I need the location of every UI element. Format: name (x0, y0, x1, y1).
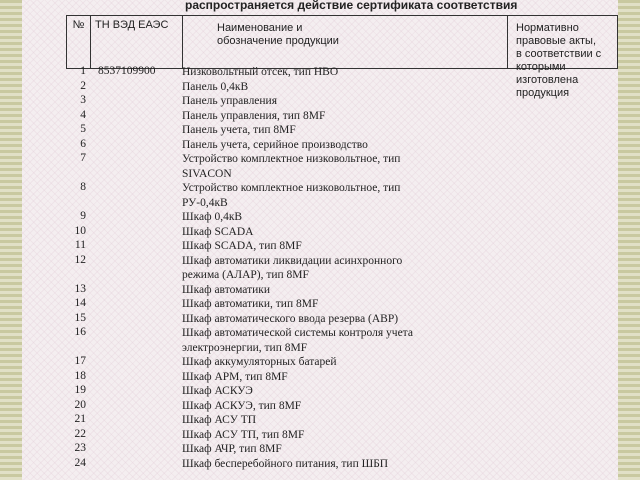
row-name: Шкаф автоматики, тип 8MF (182, 298, 319, 310)
row-number: 1 (80, 65, 86, 77)
row-number: 22 (74, 427, 86, 440)
row-name: Шкаф АСКУЭ, тип 8MF (182, 399, 302, 412)
row-number: 11 (74, 239, 86, 251)
row-number: 10 (74, 224, 86, 237)
row-name: Шкаф АСУ ТП, тип 8MF (182, 428, 305, 441)
row-number: 6 (80, 137, 86, 150)
row-name: Устройство комплектное низковольтное, тип SIVACON (182, 153, 401, 180)
row-number: 7 (80, 152, 86, 164)
row-name: Шкаф автоматики (182, 283, 271, 296)
row-number: 15 (74, 311, 86, 324)
row-number: 23 (74, 442, 86, 454)
header-name-line-2: обозначение продукции (217, 35, 339, 47)
row-number: 14 (74, 297, 86, 309)
row-number: 13 (74, 282, 86, 295)
row-number: 18 (74, 369, 86, 382)
row-name: Устройство комплектное низковольтное, тип РУ-0,4кВ (182, 182, 401, 209)
row-number: 16 (74, 326, 86, 338)
row-name: Шкаф бесперебойного питания, тип ШБП (182, 457, 389, 470)
row-name: Шкаф АСКУЭ (182, 385, 253, 397)
row-number: 17 (74, 355, 86, 367)
header-name (183, 16, 508, 68)
row-number: 3 (80, 94, 86, 106)
row-name: Шкаф АЧР, тип 8MF (182, 443, 282, 455)
row-name: Шкаф автоматической системы контроля учета электроэнергии, тип 8MF (182, 327, 413, 354)
row-name: Шкаф автоматического ввода резерва (АВР) (182, 312, 399, 325)
row-name: Низковольтный отсек, тип НВО (182, 66, 339, 78)
header-docs-line-2: в соответствии с которыми (516, 48, 602, 73)
row-name: Шкаф АСУ ТП (182, 414, 257, 426)
row-name: Панель 0,4кВ (182, 80, 249, 93)
row-name: Шкаф SCADA (182, 225, 254, 238)
row-number: 8 (80, 181, 86, 193)
header-docs-line-3: изготовлена продукция (516, 74, 579, 99)
row-number: 12 (74, 253, 86, 266)
row-name: Шкаф SCADA, тип 8MF (182, 240, 302, 252)
row-name: Панель учета, серийное производство (182, 138, 368, 151)
row-name: Шкаф 0,4кВ (182, 211, 243, 223)
header-num: № (67, 16, 91, 68)
row-number: 9 (80, 210, 86, 222)
row-number: 24 (74, 456, 86, 469)
row-number: 21 (74, 413, 86, 425)
row-name: Панель управления (182, 95, 278, 107)
right-decorative-border (618, 0, 640, 480)
row-number: 5 (80, 123, 86, 135)
row-number: 20 (74, 398, 86, 411)
row-number: 2 (80, 79, 86, 92)
row-code: 8537109900 (98, 65, 156, 77)
row-name: Панель учета, тип 8MF (182, 124, 296, 136)
row-number: 4 (80, 108, 86, 121)
header-docs (508, 16, 617, 99)
row-number: 19 (74, 384, 86, 396)
header-docs-line-1: Нормативно правовые акты, (516, 22, 597, 47)
row-name: Панель управления, тип 8MF (182, 109, 326, 122)
row-name: Шкаф АРМ, тип 8MF (182, 370, 288, 383)
row-name: Шкаф аккумуляторных батарей (182, 356, 337, 368)
page-caption: распространяется действие сертификата соответствия (185, 0, 518, 12)
row-name: Шкаф автоматики ликвидации асинхронного режима (АЛАР), тип 8MF (182, 254, 403, 281)
header-name-line-1: Наименование и (217, 22, 303, 34)
header-code: ТН ВЭД ЕАЭС (91, 16, 183, 68)
